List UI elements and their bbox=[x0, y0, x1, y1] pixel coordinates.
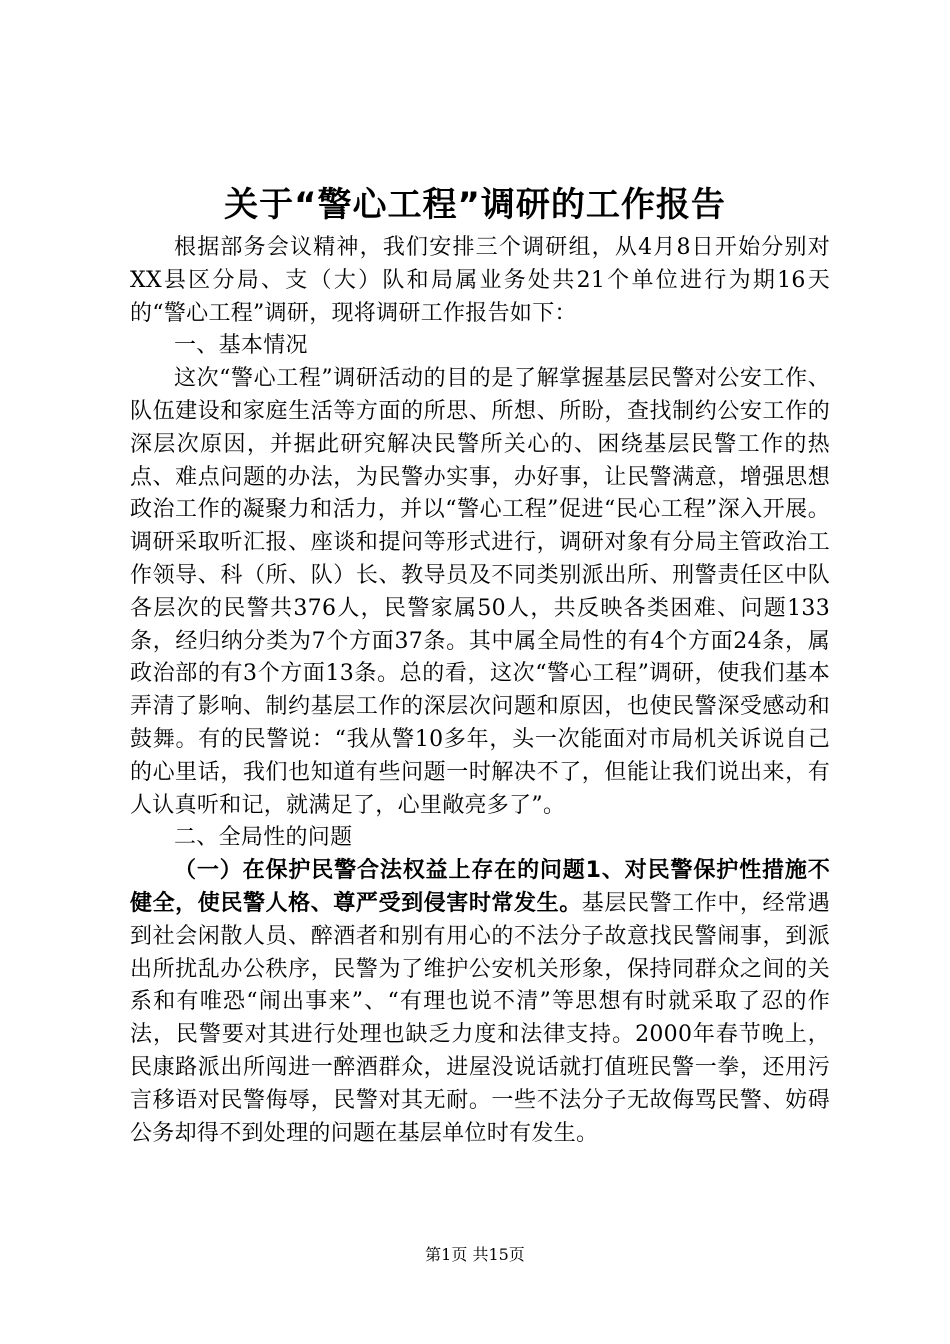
page-footer: 第1页 共15页 bbox=[425, 1245, 525, 1264]
intro-paragraph: 根据部务会议精神，我们安排三个调研组，从4月8日开始分别对XX县区分局、支（大）队和局属业务处共21个单位进行为期16天的“警心工程”调研，现将调研工作报告如下： bbox=[130, 235, 830, 326]
section-heading-basic: 一、基本情况 bbox=[174, 333, 308, 359]
subsection-body-text: 基层民警工作中，经常遇到社会闲散人员、醉酒者和别有用心的不法分子故意找民警闹事，到派出所扰乱办公秩序，民警为了维护公安机关形象，保持同群众之间的关系和有唯恐“闹出事来”、“有理也说不清”等思想有时就采取了忍的作法，民警要对其进行处理也缺乏力度和法律支持。2000年春节晚上，民康路派出所闯进一醉酒群众，进屋没说话就打值班民警一拳，还用污言移语对民警侮辱，民警对其无耐。一些不法分子无故侮骂民警、妨碍公务却得不到处理的问题在基层单位时有发生。 bbox=[130, 890, 830, 1146]
document-body bbox=[130, 232, 830, 1150]
document-title: 关于“警心工程”调研的工作报告 bbox=[224, 185, 726, 225]
subsection-bold-lead: （一）在保护民警合法权益上存在的问题1、对民警保护性措施不健全，使民警人格、尊严受到侵害时常发生。 bbox=[130, 858, 830, 916]
section-heading-global-issues: 二、全局性的问题 bbox=[174, 825, 353, 851]
section-basic-paragraph: 这次“警心工程”调研活动的目的是了解掌握基层民警对公安工作、队伍建设和家庭生活等方面的所思、所想、所盼，查找制约公安工作的深层次原因，并据此研究解决民警所关心的、困绕基层民警工作的热点、难点问题的办法，为民警办实事，办好事，让民警满意，增强思想政治工作的凝聚力和活力，并以“警心工程”促进“民心工程”深入开展。调研采取听汇报、座谈和提问等形式进行，调研对象有分局主管政治工作领导、科（所、队）长、教导员及不同类别派出所、刑警责任区中队各层次的民警共376人，民警家属50人，共反映各类困难、问题133条，经归纳分类为7个方面37条。其中属全局性的有4个方面24条，属政治部的有3个方面13条。总的看，这次“警心工程”调研，使我们基本弄清了影响、制约基层工作的深层次问题和原因，也使民警深受感动和鼓舞。有的民警说：“我从警10多年，头一次能面对市局机关诉说自己的心里话，我们也知道有些问题一时解决不了，但能让我们说出来，有人认真听和记，就满足了，心里敞亮多了”。 bbox=[130, 366, 830, 818]
section-global-issues-paragraph bbox=[130, 855, 830, 1150]
